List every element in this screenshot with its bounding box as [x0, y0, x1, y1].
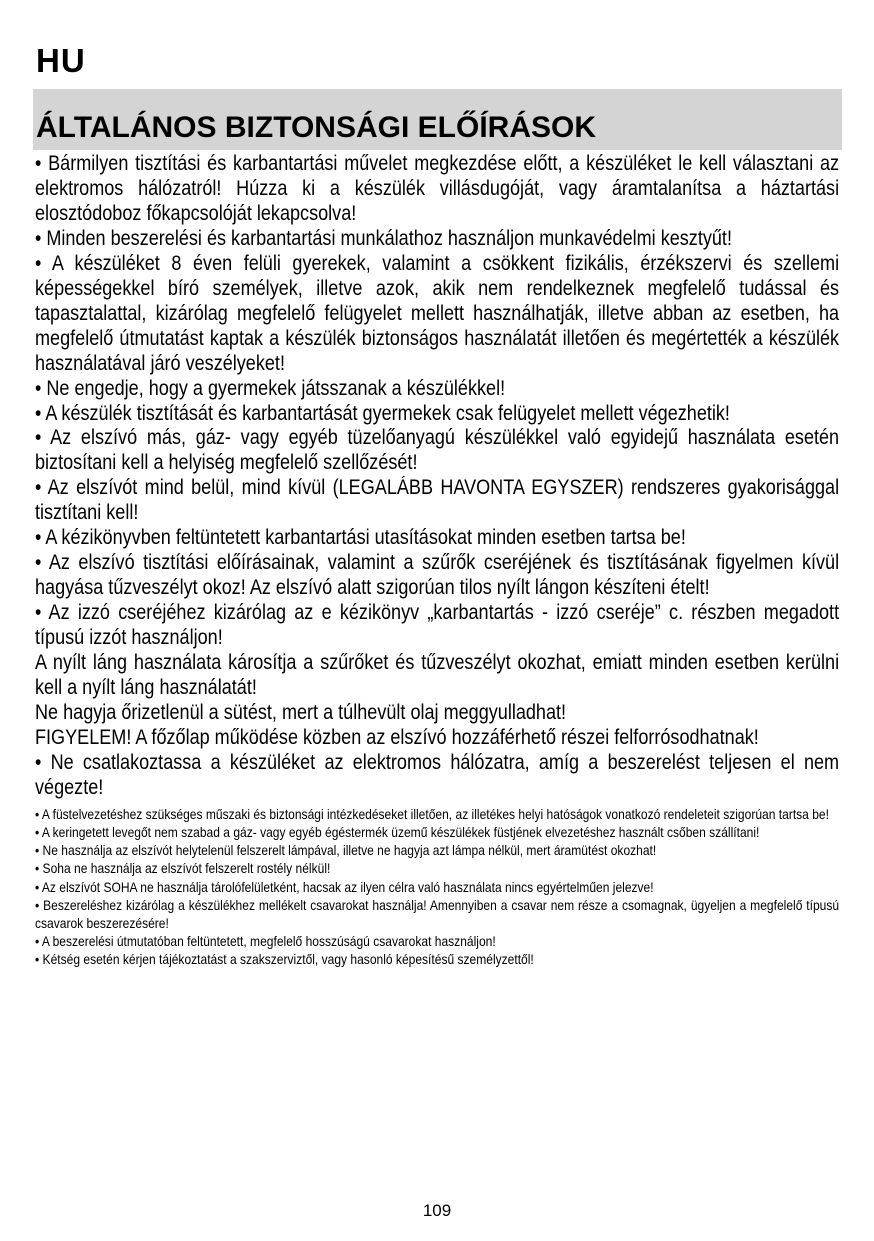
note-paragraph: • A keringetett levegőt nem szabad a gáz- vagy egyéb égéstermék üzemű készülékek füstjének elvezetéshez használt csőben szállítani!: [35, 823, 760, 840]
safety-content: [35, 152, 839, 969]
paragraph: • A kézikönyvben feltüntetett karbantartási utasításokat minden esetben tartsa be!: [35, 526, 686, 550]
paragraph: • Az elszívó tisztítási előírásainak, valamint a szűrők cseréjének és tisztításának figyelmen kívül hagyása tűzveszélyt okoz! Az elszívó alatt szigorúan tilos nyílt lángon készíteni ételt!: [35, 551, 840, 600]
paragraph: • Bármilyen tisztítási és karbantartási művelet megkezdése előtt, a készüléket le kell választani az elektromos hálózatról! Húzza ki a készülék villásdugóját, vagy áramtalanítsa a háztartási elosztódoboz főkapcsolóját lekapcsolva!: [35, 152, 840, 225]
note-paragraph: • Az elszívót SOHA ne használja tárolófelületként, hacsak az ilyen célra való használata nincs egyértelműen jelezve!: [35, 878, 654, 895]
paragraph: • Ne csatlakoztassa a készüléket az elektromos hálózatra, amíg a beszerelést teljesen el nem végezte!: [35, 750, 840, 799]
paragraph: • Az izzó cseréjéhez kizárólag az e kézikönyv „karbantartás - izzó cseréje” c. részben megadott típusú izzót használjon!: [35, 601, 840, 650]
note-paragraph: • A beszerelési útmutatóban feltüntetett, megfelelő hosszúságú csavarokat használjon!: [35, 933, 496, 950]
language-code: HU: [36, 42, 86, 79]
paragraph: FIGYELEM! A főzőlap működése közben az elszívó hozzáférhető részei felforrósodhatnak!: [35, 725, 759, 749]
main-safety-paragraphs: [35, 152, 839, 801]
paragraph: • A készüléket 8 éven felüli gyerekek, valamint a csökkent fizikális, érzékszervi és szellemi képességekkel bíró személyek, illetve azok, akik nem rendelkeznek megfelelő tudással és tapasztalattal, kizárólag megfelelő felügyelet mellett használhatják, illetve abban az esetben, ha megfelelő útmutatást kaptak a készülék biztonságos használatát illetően és megértették a készülék használatával járó veszélyeket!: [35, 251, 840, 375]
paragraph: A nyílt láng használata károsítja a szűrőket és tűzveszélyt okozhat, emiatt minden esetben kerülni kell a nyílt láng használatát!: [35, 651, 840, 700]
paragraph: Ne hagyja őrizetlenül a sütést, mert a túlhevült olaj meggyulladhat!: [35, 700, 567, 724]
installation-notes: [35, 805, 839, 969]
paragraph: • Az elszívó más, gáz- vagy egyéb tüzelőanyagú készülékkel való egyidejű használata esetén biztosítani kell a helyiség megfelelő szellőzését!: [35, 426, 840, 475]
paragraph: • Ne engedje, hogy a gyermekek játsszanak a készülékkel!: [35, 376, 506, 400]
note-paragraph: • Beszereléshez kizárólag a készülékhez mellékelt csavarokat használja! Amennyiben a csavar nem része a csomagnak, ügyeljen a megfelelő típusú csavarok beszerezésére!: [35, 896, 840, 931]
page-number: 109: [422, 1201, 452, 1220]
paragraph: • A készülék tisztítását és karbantartását gyermekek csak felügyelet mellett végezhetik!: [35, 401, 730, 425]
section-banner: [33, 89, 842, 150]
paragraph: • Az elszívót mind belül, mind kívül (LEGALÁBB HAVONTA EGYSZER) rendszeres gyakorisággal tisztítani kell!: [35, 476, 840, 525]
paragraph: • Minden beszerelési és karbantartási munkálathoz használjon munkavédelmi kesztyűt!: [35, 226, 732, 250]
note-paragraph: • Soha ne használja az elszívót felszerelt rostély nélkül!: [35, 860, 331, 877]
section-title: ÁLTALÁNOS BIZTONSÁGI ELŐÍRÁSOK: [36, 111, 596, 144]
note-paragraph: • A füstelvezetéshez szükséges műszaki és biztonsági intézkedéseket illetően, az illetékes helyi hatóságok vonatkozó rendeleteit szigorúan tartsa be!: [35, 805, 829, 822]
note-paragraph: • Kétség esetén kérjen tájékoztatást a szakszerviztől, vagy hasonló képesítésű személyzettől!: [35, 951, 534, 968]
note-paragraph: • Ne használja az elszívót helytelenül felszerelt lámpával, illetve ne hagyja azt lámpa nélkül, mert áramütést okozhat!: [35, 842, 657, 859]
